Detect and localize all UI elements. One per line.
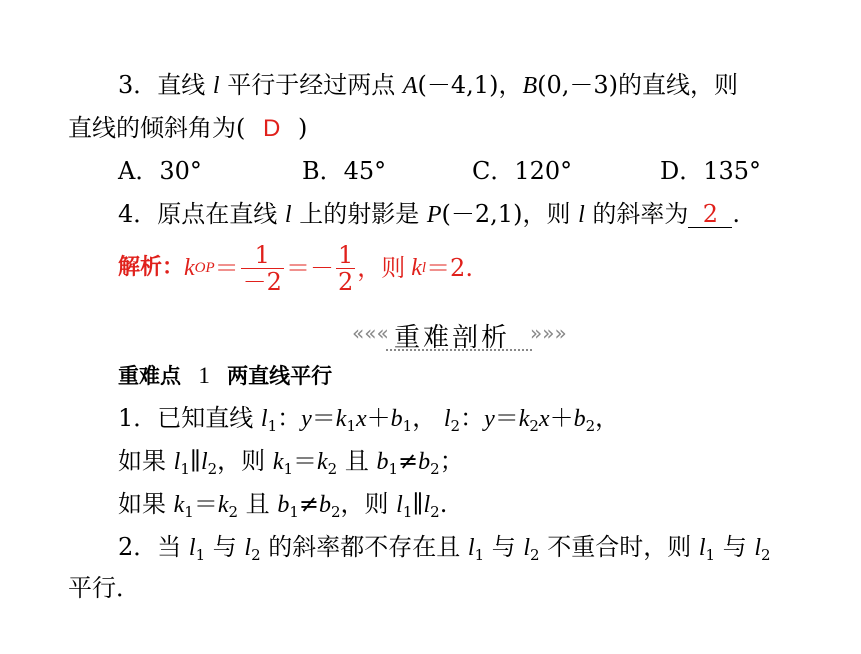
p1-intro: 1．已知直线 bbox=[118, 404, 254, 432]
section-banner bbox=[352, 315, 567, 355]
q4-text-c: 的斜率为 bbox=[592, 200, 689, 228]
q3-option-b: B．45° bbox=[302, 157, 387, 185]
solution-fraction-1 bbox=[241, 242, 284, 295]
p2-intro: 如果 bbox=[118, 447, 166, 475]
fraction-2-denominator: 2 bbox=[337, 267, 354, 296]
fraction-2-numerator: 1 bbox=[337, 240, 354, 269]
q4-end: . bbox=[732, 200, 741, 228]
key-point-p4-end bbox=[68, 573, 140, 603]
q3-point-a-name: A bbox=[402, 73, 418, 99]
q3-option-a: A．30° bbox=[118, 157, 202, 185]
q3-point-a-coords: (－4,1)， bbox=[417, 71, 523, 99]
solution-k: k bbox=[184, 255, 195, 281]
key-point-title: 两直线平行 bbox=[227, 364, 333, 388]
q3-text-b: 平行于经过两点 bbox=[227, 71, 396, 99]
q4-text-b: 上的射影是 bbox=[299, 200, 420, 228]
q4-answer-blank: 2 bbox=[688, 201, 732, 228]
q3-line2-close: ) bbox=[298, 114, 308, 142]
q3-var-l: l bbox=[212, 73, 220, 99]
q3-option-c: C．120° bbox=[472, 157, 573, 185]
fraction-1-denominator: －2 bbox=[242, 267, 282, 296]
p4-end: 平行． bbox=[68, 574, 140, 602]
q3-option-d: D．135° bbox=[660, 157, 762, 185]
key-point-number: 1 bbox=[198, 363, 210, 388]
solution-eq2: ＝－ bbox=[285, 254, 334, 282]
key-point-p2: 如果 $l_1\parallel l_2$，则 $k_1=k_2$ 且 $b_1\ne b_2$； bbox=[118, 447, 464, 478]
q3-line2-text: 直线的倾斜角为( bbox=[68, 114, 246, 142]
key-point-p3: 如果 $k_1=k_2$ 且 $b_1\ne b_2$，则 $l_1\parallel l_2$. bbox=[118, 490, 448, 521]
solution-then-text: ，则 bbox=[357, 254, 406, 282]
key-point-p1: 1．已知直线 $l_1$：$y=k_1x+b_1$， $l_2$：$y=k_2x+b_2$， bbox=[118, 404, 620, 435]
left-chevrons-icon: ««« bbox=[352, 321, 389, 345]
fraction-1-numerator: 1 bbox=[241, 242, 284, 269]
q3-answer: D bbox=[263, 115, 281, 142]
q4-text-a: 4．原点在直线 bbox=[118, 200, 278, 228]
section-title: 重难剖析 bbox=[394, 323, 511, 353]
q3-options bbox=[0, 156, 861, 186]
right-chevrons-icon: »»» bbox=[530, 321, 567, 345]
banner-dotted-underline bbox=[386, 349, 532, 351]
q3-point-b-name: B bbox=[522, 73, 538, 99]
solution-line: 解析： k OP ＝ $\frac{1}{-2}$ ＝－ $\frac{1}{2}$ ，则 k l ＝2. bbox=[118, 240, 473, 296]
solution-fraction-2 bbox=[336, 242, 355, 295]
q4-line bbox=[118, 199, 740, 230]
q3-line2 bbox=[68, 113, 307, 144]
key-point-label: 重难点 bbox=[118, 364, 181, 388]
solution-result: ＝2. bbox=[426, 254, 473, 282]
p4-intro: 2．当 bbox=[118, 533, 182, 561]
q4-var-l2: l bbox=[578, 202, 585, 228]
key-point-p4: 2．当 $l_1$ 与 $l_2$ 的斜率都不存在且 $l_1$ 与 $l_2$ 不重合时，则 $l_1$ 与 $l_2$ bbox=[118, 533, 771, 564]
q3-line1 bbox=[118, 70, 738, 101]
q4-point-coords: (－2,1)，则 bbox=[441, 200, 571, 228]
solution-kl: k bbox=[411, 255, 422, 281]
solution-label: 解析： bbox=[118, 255, 185, 280]
solution-eq1: ＝ bbox=[214, 254, 239, 282]
q3-text-a: 3．直线 bbox=[118, 71, 206, 99]
p3-intro: 如果 bbox=[118, 490, 166, 518]
key-point-heading bbox=[118, 361, 332, 391]
q3-point-b-coords: (0,－3)的直线，则 bbox=[537, 71, 739, 99]
q4-var-l: l bbox=[284, 202, 292, 228]
q4-point-name: P bbox=[426, 202, 442, 228]
